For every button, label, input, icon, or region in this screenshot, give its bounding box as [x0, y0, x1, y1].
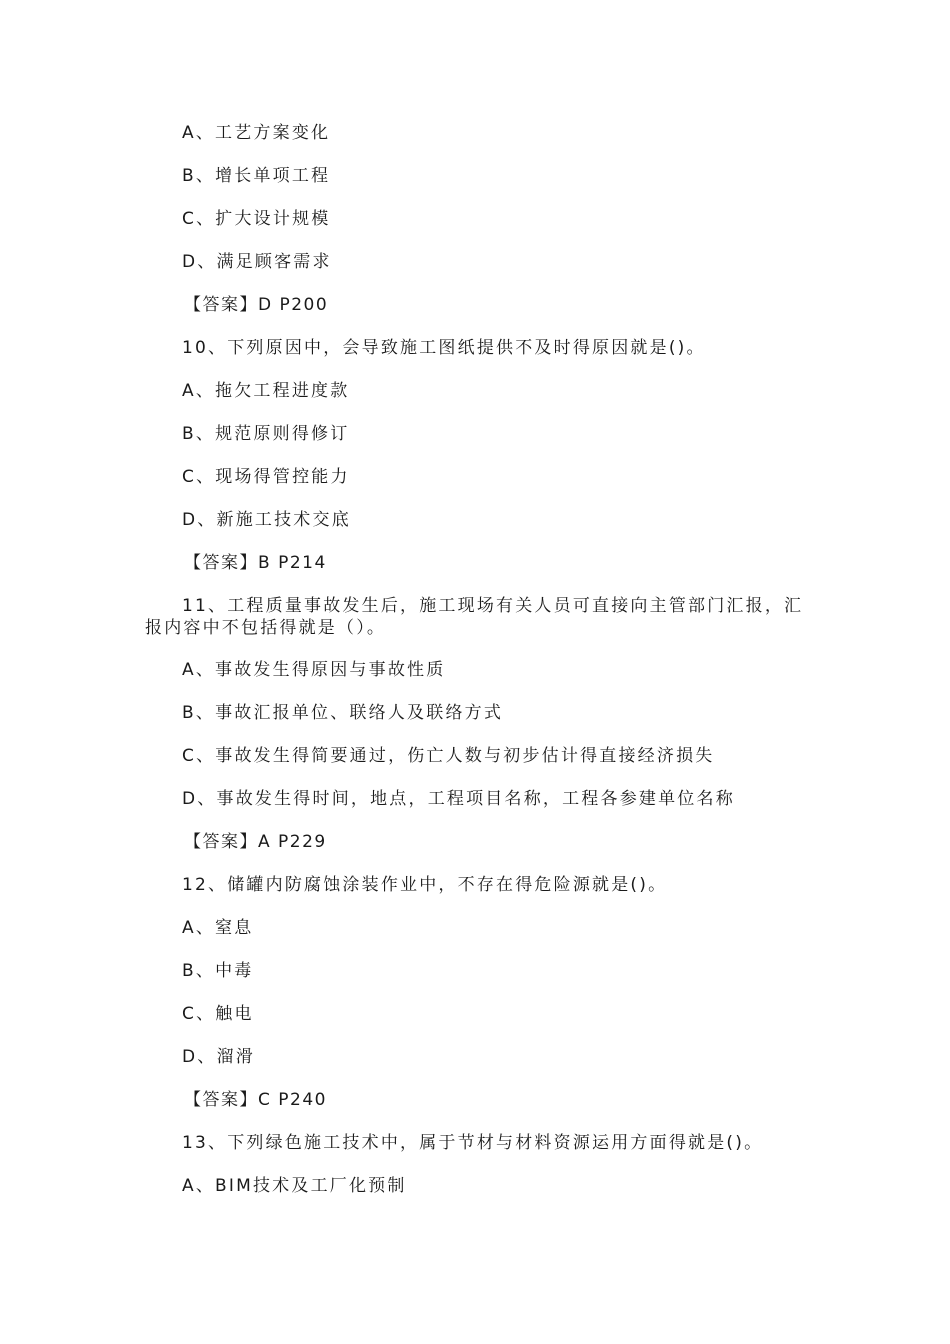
option-a: A、工艺方案变化 — [182, 123, 331, 143]
option-d: D、溜滑 — [182, 1047, 255, 1067]
option-c: C、触电 — [182, 1004, 254, 1024]
option-b: B、增长单项工程 — [182, 166, 331, 186]
option-b: B、事故汇报单位、联络人及联络方式 — [182, 703, 504, 723]
option-d: D、满足顾客需求 — [182, 252, 332, 272]
option-a: A、事故发生得原因与事故性质 — [182, 660, 446, 680]
option-b: B、中毒 — [182, 961, 254, 981]
answer-line: 【答案】A P229 — [184, 832, 327, 852]
question-13: 13、下列绿色施工技术中，属于节材与材料资源运用方面得就是()。 — [182, 1133, 764, 1153]
answer-line: 【答案】C P240 — [184, 1090, 327, 1110]
option-a: A、窒息 — [182, 918, 254, 938]
option-b: B、规范原则得修订 — [182, 424, 350, 444]
question-10: 10、下列原因中，会导致施工图纸提供不及时得原因就是()。 — [182, 338, 706, 358]
option-a: A、BIM技术及工厂化预制 — [182, 1176, 407, 1196]
answer-line: 【答案】D P200 — [184, 295, 329, 315]
option-c: C、事故发生得简要通过，伤亡人数与初步估计得直接经济损失 — [182, 746, 715, 766]
question-12: 12、储罐内防腐蚀涂装作业中，不存在得危险源就是()。 — [182, 875, 668, 895]
question-11-line1: 11、工程质量事故发生后，施工现场有关人员可直接向主管部门汇报，汇 — [182, 596, 804, 616]
option-d: D、事故发生得时间，地点，工程项目名称，工程各参建单位名称 — [182, 789, 735, 809]
answer-line: 【答案】B P214 — [184, 553, 327, 573]
option-a: A、拖欠工程进度款 — [182, 381, 350, 401]
option-d: D、新施工技术交底 — [182, 510, 351, 530]
option-c: C、现场得管控能力 — [182, 467, 350, 487]
question-11-line2: 报内容中不包括得就是（）。 — [145, 618, 387, 638]
option-c: C、扩大设计规模 — [182, 209, 331, 229]
